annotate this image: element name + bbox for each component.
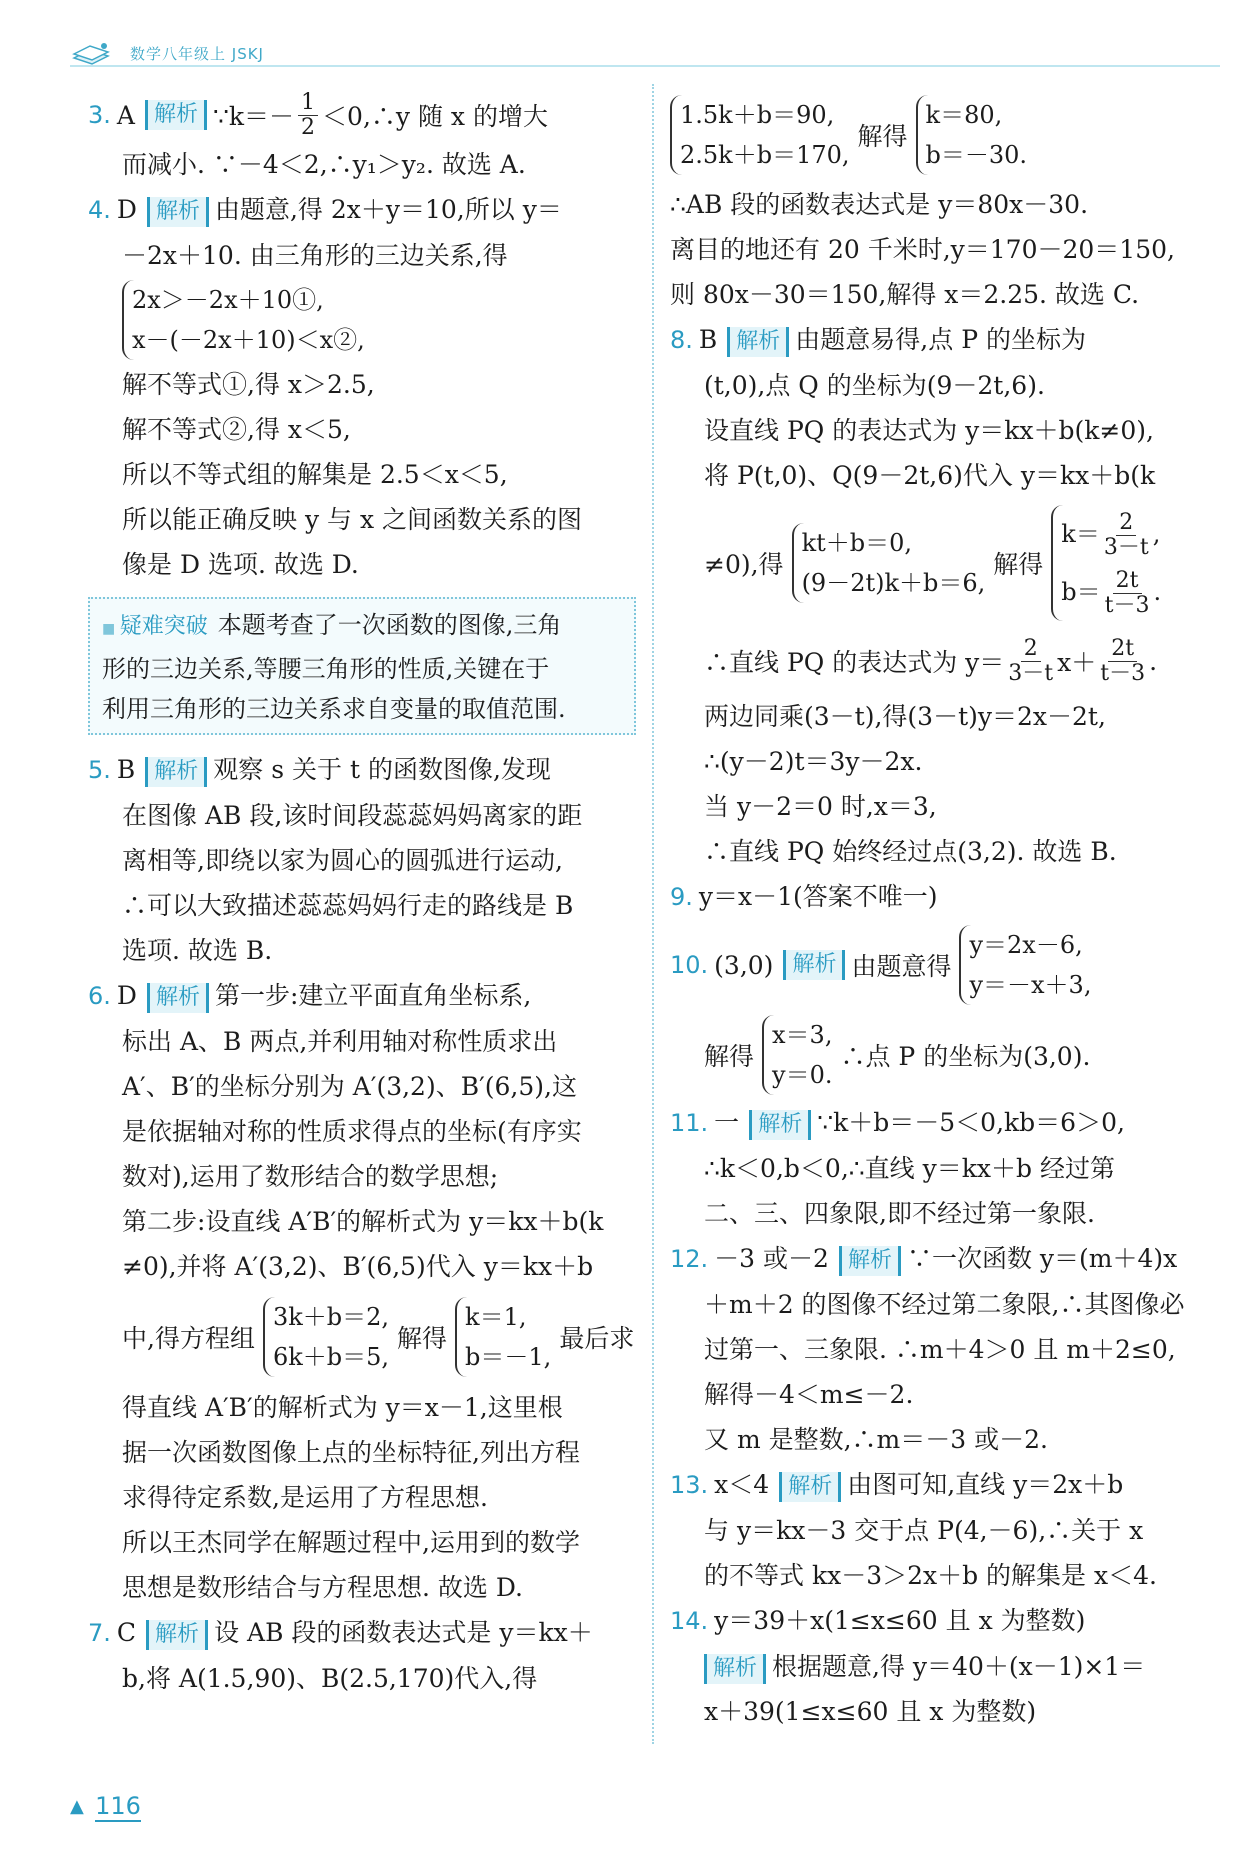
q14-line-2: 解析 根据题意,得 y＝40＋(x－1)×1＝ (670, 1644, 1225, 1689)
q4-line-6: 所以能正确反映 y 与 x 之间函数关系的图 (122, 505, 583, 534)
page-header (70, 40, 1220, 66)
q9-line: 9. y＝x－1(答案不唯一) (670, 882, 938, 911)
analysis-tag: 解析 (839, 1246, 901, 1276)
q11-line-2: ∴k＜0,b＜0,∴直线 y＝kx＋b 经过第 (704, 1154, 1115, 1183)
analysis-tag: 解析 (783, 950, 845, 980)
q10-line-2: 解得 x＝3, y＝0. ∴点 P 的坐标为(3,0). (670, 1010, 1225, 1100)
q12-line-5: 又 m 是整数,∴m＝－3 或－2. (704, 1425, 1048, 1454)
q6-line-12: 所以王杰同学在解题过程中,运用到的数学 (122, 1528, 580, 1557)
q7-line-2: b,将 A(1.5,90)、B(2.5,170)代入,得 (122, 1664, 538, 1693)
analysis-tag: 解析 (749, 1110, 811, 1140)
book-stack-icon (70, 40, 112, 66)
q10-line-1: 10. (3,0) 解析 由题意得 y＝2x－6, y＝－x＋3, (670, 920, 1225, 1010)
q5-line-5: 选项. 故选 B. (122, 936, 273, 965)
q3-line-1: 3. A 解析 ∵k＝－ $\frac{1}{2}$ ＜0,∴y 随 x 的增大 (88, 89, 548, 140)
q8-line-10: ∴直线 PQ 始终经过点(3,2). 故选 B. (704, 837, 1117, 866)
q13-line-1: 13. x＜4 解析 由图可知,直线 y＝2x＋b (670, 1462, 1225, 1508)
q8-line-8: ∴(y－2)t＝3y－2x. (704, 747, 923, 776)
analysis-tag: 解析 (704, 1654, 766, 1684)
q11-line-1: 11. 一 解析 ∵k＋b＝－5＜0,kb＝6＞0, (670, 1100, 1225, 1146)
q8-line-9: 当 y－2＝0 时,x＝3, (704, 792, 937, 821)
left-column (88, 88, 636, 1701)
q12-line-4: 解得－4＜m≤－2. (704, 1380, 914, 1409)
note-title: ■ 疑难突破 (102, 614, 208, 639)
q4-line-7: 像是 D 选项. 故选 D. (122, 550, 359, 579)
q6-line-3: A′、B′的坐标分别为 A′(3,2)、B′(6,5),这 (122, 1072, 577, 1101)
q12-line-1: 12. －3 或－2 解析 ∵一次函数 y＝(m＋4)x (670, 1236, 1225, 1282)
q4-line-3: 解不等式①,得 x＞2.5, (122, 370, 375, 399)
q6-equation-line: 中,得方程组 3k＋b＝2, 6k＋b＝5, 解得 k＝1, b＝－1, 最后求 (88, 1289, 636, 1385)
fraction: $\frac{1}{2}$ (298, 91, 318, 140)
q7-line-4: 离目的地还有 20 千米时,y＝170－20＝150, (670, 235, 1175, 264)
q11-line-3: 二、三、四象限,即不经过第一象限. (704, 1199, 1095, 1228)
q6-line-7: ≠0),并将 A′(3,2)、B′(6,5)代入 y＝kx＋b (122, 1252, 594, 1281)
q5-line-2: 在图像 AB 段,该时间段蕊蕊妈妈离家的距 (122, 801, 583, 830)
analysis-tag: 解析 (147, 983, 209, 1013)
q6-line-5: 数对),运用了数形结合的数学思想; (122, 1162, 499, 1191)
q6-line-11: 求得待定系数,是运用了方程思想. (122, 1483, 488, 1512)
q8-system-line: ≠0),得 kt＋b＝0, (9－2t)k＋b＝6, 解得 k＝ $\frac{2}{3-t}$ , b＝ $\frac{2t}{t-3}$ . (670, 498, 1225, 628)
q8-line-1: 8. B 解析 由题意易得,点 P 的坐标为 (670, 317, 1225, 363)
page-number: ▲ 116 (70, 1792, 141, 1820)
right-column (670, 88, 1225, 1734)
q7-line-3: ∴AB 段的函数表达式是 y＝80x－30. (670, 190, 1089, 219)
column-divider (652, 84, 654, 1744)
q6-line-9: 得直线 A′B′的解析式为 y＝x－1,这里根 (122, 1393, 563, 1422)
q7-line-5: 则 80x－30＝150,解得 x＝2.25. 故选 C. (670, 280, 1140, 309)
q3-line-2: 而减小. ∵－4＜2,∴y₁＞y₂. 故选 A. (122, 150, 526, 179)
analysis-tag: 解析 (145, 100, 207, 130)
q4-line-2: －2x＋10. 由三角形的三边关系,得 (122, 241, 508, 270)
analysis-tag: 解析 (727, 327, 789, 357)
q5-line-3: 离相等,即绕以家为圆心的圆弧进行运动, (122, 846, 563, 875)
q6-line-1: 6. D 解析 第一步:建立平面直角坐标系, (88, 973, 636, 1019)
q6-line-4: 是依据轴对称的性质求得点的坐标(有序实 (122, 1117, 582, 1146)
analysis-tag: 解析 (147, 197, 209, 227)
q8-line-4: 将 P(t,0)、Q(9－2t,6)代入 y＝kx＋b(k (704, 461, 1156, 490)
q8-line-2: (t,0),点 Q 的坐标为(9－2t,6). (704, 371, 1045, 400)
q8-expression-line: ∴直线 PQ 的表达式为 y＝ $\frac{2}{3-t}$ x＋ $\frac{2t}{t-3}$ . (704, 635, 1158, 686)
q6-line-13: 思想是数形结合与方程思想. 故选 D. (122, 1573, 523, 1602)
book-icon: ▲ (70, 1796, 84, 1817)
q6-line-6: 第二步:设直线 A′B′的解析式为 y＝kx＋b(k (122, 1207, 604, 1236)
q6-line-10: 据一次函数图像上点的坐标特征,列出方程 (122, 1438, 580, 1467)
q8-line-7: 两边同乘(3－t),得(3－t)y＝2x－2t, (704, 702, 1106, 731)
q13-line-3: 的不等式 kx－3＞2x＋b 的解集是 x＜4. (704, 1561, 1157, 1590)
q13-line-2: 与 y＝kx－3 交于点 P(4,－6),∴关于 x (704, 1516, 1144, 1545)
q4-line-1: 4. D 解析 由题意,得 2x＋y＝10,所以 y＝ (88, 187, 636, 233)
q4-line-4: 解不等式②,得 x＜5, (122, 415, 351, 444)
q8-line-3: 设直线 PQ 的表达式为 y＝kx＋b(k≠0), (704, 416, 1154, 445)
q7-system-line: 1.5k＋b＝90, 2.5k＋b＝170, 解得 k＝80, b＝－30. (670, 88, 1225, 182)
q5-line-1: 5. B 解析 观察 s 关于 t 的函数图像,发现 (88, 747, 636, 793)
q12-line-2: ＋m＋2 的图像不经过第二象限,∴其图像必 (704, 1290, 1185, 1319)
q4-inequality-system: 2x＞－2x＋10①, x－(－2x＋10)＜x②, (88, 280, 636, 360)
q7-line-1: 7. C 解析 设 AB 段的函数表达式是 y＝kx＋ (88, 1610, 636, 1656)
q5-line-4: ∴可以大致描述蕊蕊妈妈行走的路线是 B (122, 891, 574, 920)
analysis-tag: 解析 (145, 757, 207, 787)
header-title: 数学八年级上 JSKJ (130, 45, 264, 63)
q14-line-1: 14. y＝39＋x(1≤x≤60 且 x 为整数) (670, 1606, 1086, 1635)
q4-line-5: 所以不等式组的解集是 2.5＜x＜5, (122, 460, 508, 489)
q12-line-3: 过第一、三象限. ∴m＋4＞0 且 m＋2≤0, (704, 1335, 1176, 1364)
q6-line-2: 标出 A、B 两点,并利用轴对称性质求出 (122, 1027, 558, 1056)
analysis-tag: 解析 (146, 1620, 208, 1650)
q14-line-3: x＋39(1≤x≤60 且 x 为整数) (704, 1697, 1037, 1726)
analysis-tag: 解析 (779, 1472, 841, 1502)
header-rule (70, 65, 1220, 67)
difficulty-note-box: ■ 疑难突破 本题考查了一次函数的图像,三角 形的三边关系,等腰三角形的性质,关键在于 利用三角形的三边关系求自变量的取值范围. (88, 597, 636, 735)
